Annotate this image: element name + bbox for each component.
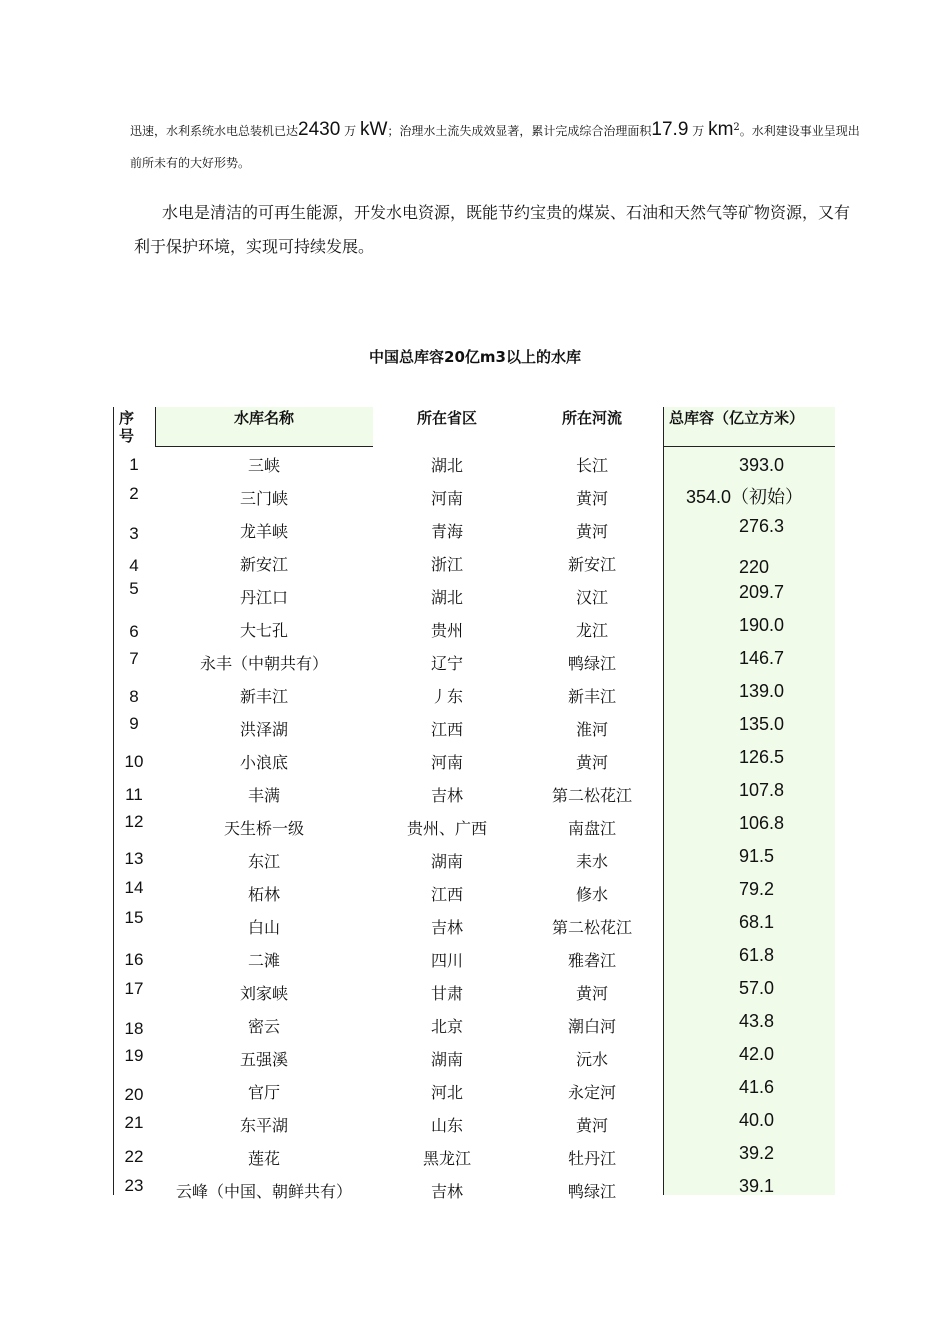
cell-province: 湖北 — [430, 588, 463, 607]
cell-capacity: 354.0（初始） — [686, 486, 804, 507]
cell-province: 江西 — [430, 720, 463, 739]
header-name: 水库名称 — [233, 409, 294, 427]
cell-capacity: 39.2 — [739, 1142, 775, 1163]
cell-river: 龙江 — [575, 621, 608, 640]
intro-num1: 2430 — [298, 119, 341, 140]
cell-province: 湖南 — [430, 1050, 463, 1069]
cell-name: 密云 — [247, 1017, 280, 1036]
cell-province: 湖南 — [430, 852, 463, 871]
cell-capacity: 43.8 — [739, 1010, 775, 1031]
cell-capacity: 106.8 — [739, 812, 785, 833]
header-province: 所在省区 — [416, 409, 477, 427]
cell-river: 牡丹江 — [567, 1149, 616, 1168]
table-title: 中国总库容20亿m3以上的水库 — [369, 348, 581, 366]
cell-name: 五强溪 — [239, 1050, 288, 1069]
table-row — [113, 777, 835, 810]
intro-seg2: 万 — [344, 124, 357, 138]
cell-province: 吉林 — [430, 918, 463, 937]
cell-capacity: 220 — [739, 557, 770, 577]
cell-river: 黄河 — [575, 1116, 608, 1135]
hydropower-paragraph: 水电是清洁的可再生能源，开发水电资源，既能节约宝贵的煤炭、石油和天然气等矿物资源，又有利于保护环境，实现可持续发展。 — [134, 203, 851, 256]
cell-name: 天生桥一级 — [223, 819, 304, 838]
cell-name: 大七孔 — [239, 621, 288, 640]
cell-seq: 14 — [124, 878, 144, 898]
cell-capacity: 146.7 — [739, 647, 785, 668]
intro-unit2: km — [708, 119, 734, 140]
table-row — [113, 546, 835, 579]
cell-province: 贵州 — [430, 621, 463, 640]
cell-seq: 18 — [124, 1018, 144, 1038]
table-row — [113, 1140, 835, 1173]
cell-name: 洪泽湖 — [239, 720, 288, 739]
intro-num2: 17.9 — [651, 119, 689, 140]
cell-name: 新丰江 — [239, 687, 288, 706]
cell-seq: 15 — [124, 907, 144, 927]
cell-name: 丹江口 — [239, 588, 288, 607]
intro-unit2-sup: 2 — [733, 122, 740, 133]
cell-seq: 19 — [124, 1046, 144, 1066]
table-row — [113, 480, 835, 513]
cell-seq: 2 — [129, 483, 139, 503]
cell-river: 淮河 — [575, 720, 608, 739]
cell-province: 江西 — [430, 885, 463, 904]
intro-paragraph — [130, 112, 860, 179]
table-row — [113, 1041, 835, 1074]
cell-capacity: 107.8 — [739, 779, 785, 800]
cell-capacity: 39.1 — [739, 1175, 775, 1196]
cell-seq: 22 — [124, 1147, 144, 1167]
cell-name: 云峰（中国、朝鲜共有） — [175, 1182, 352, 1201]
cell-river: 鸭绿江 — [567, 1182, 616, 1201]
cell-capacity: 126.5 — [739, 746, 785, 767]
cell-name: 永丰（中朝共有） — [199, 654, 328, 673]
cell-province: 浙江 — [430, 555, 463, 574]
cell-name: 莲花 — [247, 1149, 280, 1168]
cell-river: 鸭绿江 — [567, 654, 616, 673]
cell-river: 汉江 — [575, 588, 608, 607]
cell-seq: 13 — [124, 849, 144, 869]
cell-province: 贵州、广西 — [406, 819, 487, 838]
intro-seg4: 万 — [692, 124, 705, 138]
cell-province: 河北 — [430, 1083, 463, 1102]
cell-seq: 10 — [124, 752, 144, 772]
cell-seq: 6 — [129, 622, 139, 642]
cell-seq: 21 — [124, 1112, 144, 1132]
cell-capacity: 393.0 — [739, 454, 785, 475]
cell-name: 东江 — [247, 852, 280, 871]
cell-seq: 1 — [129, 455, 139, 475]
cell-river: 新安江 — [567, 555, 616, 574]
cell-province: 辽宁 — [430, 654, 463, 673]
table-row — [113, 447, 835, 480]
cell-capacity: 68.1 — [739, 911, 775, 932]
cell-name: 丰满 — [247, 786, 280, 805]
table-row — [113, 843, 835, 876]
cell-seq: 16 — [124, 950, 144, 970]
cell-province: 四川 — [430, 951, 463, 970]
cell-seq: 8 — [129, 687, 139, 707]
cell-capacity: 42.0 — [739, 1043, 775, 1064]
cell-capacity: 61.8 — [739, 944, 775, 965]
cell-river: 沅水 — [575, 1050, 608, 1069]
cell-capacity: 276.3 — [739, 516, 785, 536]
cell-province: 山东 — [430, 1116, 463, 1135]
intro-seg1: 迅速，水利系统水电总装机已达 — [130, 124, 299, 138]
table-row — [113, 744, 835, 777]
cell-seq: 12 — [124, 812, 144, 832]
cell-seq: 7 — [129, 649, 139, 669]
cell-seq: 20 — [124, 1084, 144, 1104]
cell-name: 三门峡 — [239, 489, 288, 508]
table-row — [113, 1107, 835, 1140]
cell-river: 永定河 — [567, 1083, 616, 1102]
table-row — [113, 810, 835, 843]
table-row — [113, 513, 835, 546]
cell-province: 黑龙江 — [422, 1149, 471, 1168]
table-row — [113, 876, 835, 909]
cell-seq: 3 — [129, 523, 139, 543]
cell-river: 第二松花江 — [551, 786, 632, 805]
cell-province: 吉林 — [430, 1182, 463, 1201]
cell-name: 东平湖 — [239, 1116, 288, 1135]
cell-name: 刘家峡 — [239, 984, 288, 1003]
header-river: 所在河流 — [561, 409, 622, 427]
table-row — [113, 975, 835, 1008]
cell-seq: 4 — [129, 555, 139, 575]
cell-river: 新丰江 — [567, 687, 616, 706]
cell-seq: 23 — [124, 1175, 144, 1195]
cell-river: 第二松花江 — [551, 918, 632, 937]
cell-province: 丿东 — [430, 687, 463, 706]
cell-name: 柘林 — [247, 885, 280, 904]
table-row — [113, 909, 835, 942]
cell-river: 南盘江 — [567, 819, 616, 838]
cell-name: 龙羊峡 — [239, 522, 288, 541]
cell-river: 修水 — [575, 885, 608, 904]
cell-capacity: 209.7 — [739, 581, 785, 602]
table-row — [113, 612, 835, 645]
intro-seg5: 。水利建设事业呈现出前所未有的大好形势。 — [130, 124, 860, 170]
cell-province: 河南 — [430, 753, 463, 772]
table-row — [113, 678, 835, 711]
table-row — [113, 579, 835, 612]
cell-seq: 9 — [129, 713, 139, 733]
cell-capacity: 40.0 — [739, 1109, 775, 1130]
cell-province: 湖北 — [430, 456, 463, 475]
table-row — [113, 942, 835, 975]
reservoir-table — [113, 407, 835, 1201]
cell-capacity: 91.5 — [739, 845, 775, 866]
cell-province: 北京 — [430, 1017, 463, 1036]
cell-capacity: 139.0 — [739, 680, 785, 701]
cell-capacity: 135.0 — [739, 713, 785, 734]
cell-river: 长江 — [575, 456, 608, 475]
cell-province: 河南 — [430, 489, 463, 508]
intro-seg3: ；治理水土流失成效显著，累计完成综合治理面积 — [387, 124, 652, 138]
cell-river: 潮白河 — [567, 1017, 616, 1036]
cell-seq: 11 — [125, 785, 143, 805]
cell-capacity: 41.6 — [739, 1076, 775, 1097]
intro-unit1: kW — [359, 119, 388, 140]
table-row — [113, 711, 835, 744]
cell-capacity: 57.0 — [739, 977, 775, 998]
cell-province: 青海 — [430, 522, 463, 541]
cell-name: 三峡 — [247, 456, 280, 475]
cell-seq: 5 — [129, 579, 139, 599]
cell-name: 官厅 — [247, 1083, 280, 1102]
cell-river: 黄河 — [575, 984, 608, 1003]
cell-name: 二滩 — [247, 951, 280, 970]
cell-capacity: 190.0 — [739, 614, 785, 635]
cell-river: 黄河 — [575, 753, 608, 772]
cell-province: 甘肃 — [430, 984, 463, 1003]
table-row — [113, 645, 835, 678]
cell-river: 黄河 — [575, 522, 608, 541]
cell-name: 白山 — [247, 918, 280, 937]
table-row — [113, 1074, 835, 1107]
cell-capacity: 79.2 — [739, 878, 775, 899]
cell-river: 耒水 — [575, 852, 608, 871]
table-row — [113, 1173, 835, 1206]
cell-province: 吉林 — [430, 786, 463, 805]
table-row — [113, 1008, 835, 1041]
cell-river: 黄河 — [575, 489, 608, 508]
cell-river: 雅砻江 — [567, 951, 616, 970]
cell-name: 小浪底 — [239, 753, 288, 772]
cell-seq: 17 — [124, 978, 144, 998]
header-capacity: 总库容（亿立方米） — [669, 409, 805, 427]
cell-name: 新安江 — [239, 555, 288, 574]
header-seq: 序号 — [119, 409, 135, 445]
